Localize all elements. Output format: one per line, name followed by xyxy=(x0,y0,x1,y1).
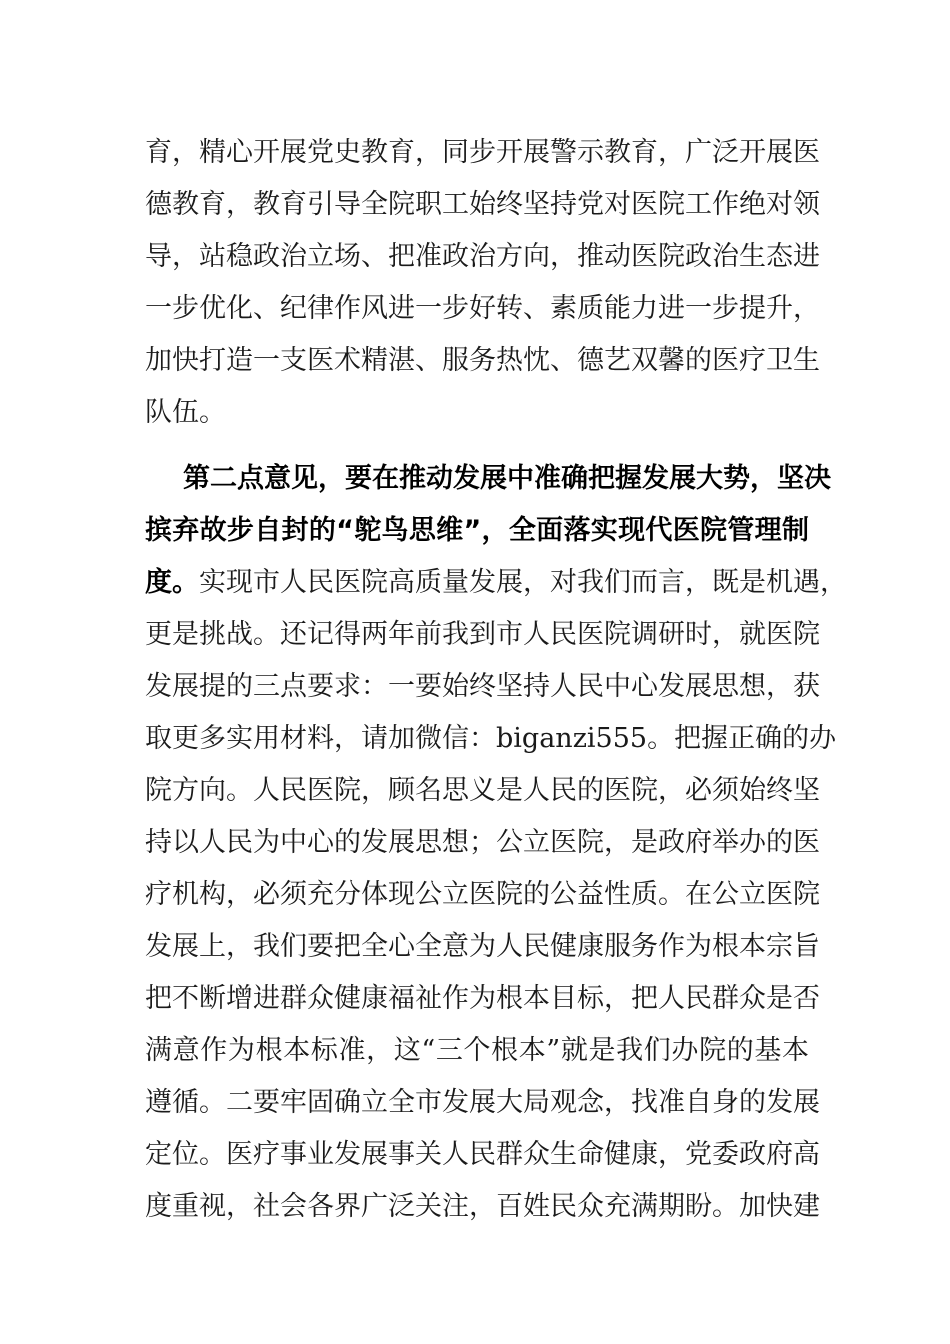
paragraph-line: 遵循。二要牢固确立全市发展大局观念，找准自身的发展 xyxy=(145,1087,820,1118)
paragraph-text: 实现市人民医院高质量发展，对我们而言，既是机遇， xyxy=(199,567,847,598)
paragraph-line: 队伍。 xyxy=(145,397,226,428)
paragraph-line: 院方向。人民医院，顾名思义是人民的医院，必须始终坚 xyxy=(145,775,820,806)
paragraph-line: 度重视，社会各界广泛关注，百姓民众充满期盼。加快建 xyxy=(145,1191,820,1222)
paragraph-line: 取更多实用材料，请加微信：biganzi555。把握正确的办 xyxy=(145,723,837,754)
paragraph-line: 持以人民为中心的发展思想；公立医院，是政府举办的医 xyxy=(145,827,820,858)
paragraph-line: 满意作为根本标准，这“三个根本”就是我们办院的基本 xyxy=(145,1035,809,1066)
section-heading-tail: 度。 xyxy=(145,567,199,598)
section-heading-line: 摈弃故步自封的“鸵鸟思维”，全面落实现代医院管理制 xyxy=(145,515,809,546)
paragraph-line: 导，站稳政治立场、把准政治方向，推动医院政治生态进 xyxy=(145,241,820,272)
paragraph-line: 加快打造一支医术精湛、服务热忱、德艺双馨的医疗卫生 xyxy=(145,345,820,376)
paragraph-line: 一步优化、纪律作风进一步好转、素质能力进一步提升， xyxy=(145,293,820,324)
paragraph-line: 把不断增进群众健康福祉作为根本目标，把人民群众是否 xyxy=(145,983,820,1014)
paragraph-line: 德教育，教育引导全院职工始终坚持党对医院工作绝对领 xyxy=(145,189,820,220)
paragraph-line: 更是挑战。还记得两年前我到市人民医院调研时，就医院 xyxy=(145,619,820,650)
paragraph-line xyxy=(145,563,847,603)
paragraph-line: 定位。医疗事业发展事关人民群众生命健康，党委政府高 xyxy=(145,1139,820,1170)
paragraph-line: 育，精心开展党史教育，同步开展警示教育，广泛开展医 xyxy=(145,137,820,168)
paragraph-line: 疗机构，必须充分体现公立医院的公益性质。在公立医院 xyxy=(145,879,820,910)
paragraph-line: 发展上，我们要把全心全意为人民健康服务作为根本宗旨 xyxy=(145,931,820,962)
paragraph-line: 发展提的三点要求：一要始终坚持人民中心发展思想，获 xyxy=(145,671,820,702)
section-heading-line: 第二点意见，要在推动发展中准确把握发展大势，坚决 xyxy=(183,463,831,494)
